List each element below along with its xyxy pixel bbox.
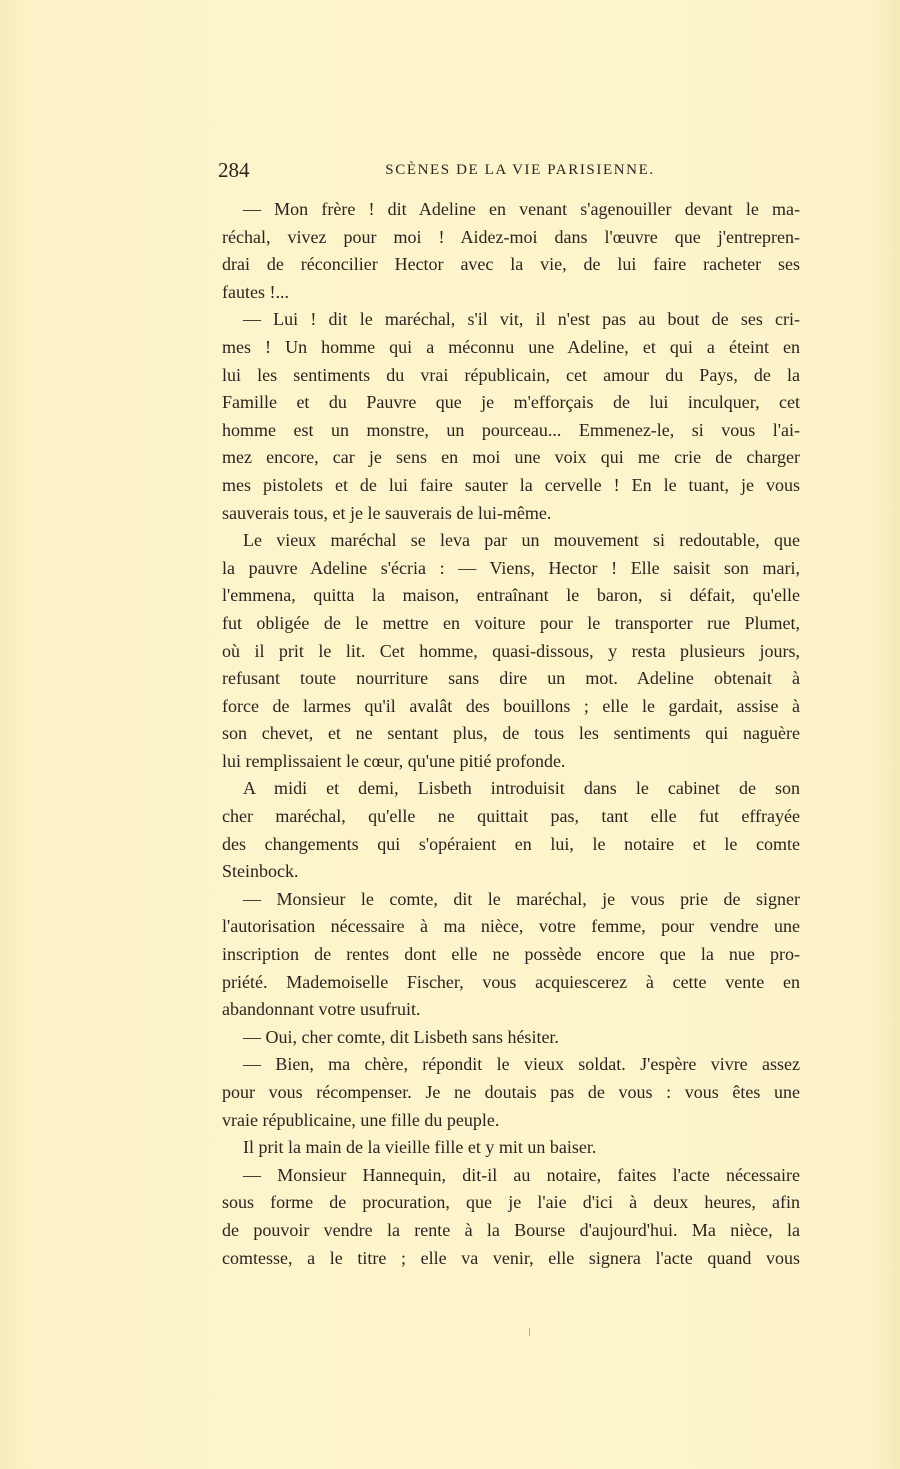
- paper-speck: [529, 1328, 530, 1336]
- text-line: Il prit la main de la vieille fille et y mit un baiser.: [243, 1137, 597, 1158]
- text-line: sauverais tous, et je le sauverais de lui-même.: [222, 502, 552, 523]
- text-line: comtesse, a le titre ; elle va venir, elle signera l'acte quand vous: [222, 1247, 800, 1268]
- text-line: — Bien, ma chère, répondit le vieux soldat. J'espère vivre assez: [243, 1054, 800, 1075]
- text-line: — Monsieur Hannequin, dit-il au notaire, faites l'acte nécessaire: [243, 1164, 800, 1185]
- text-line: force de larmes qu'il avalât des bouillons ; elle le gardait, assise à: [222, 695, 800, 716]
- text-line: pour vous récompenser. Je ne doutais pas de vous : vous êtes une: [222, 1082, 800, 1102]
- text-line: où il prit le lit. Cet homme, quasi-dissous, y resta plusieurs jours,: [222, 640, 800, 661]
- text-line: des changements qui s'opéraient en lui, le notaire et le comte: [222, 833, 800, 854]
- text-line: — Oui, cher comte, dit Lisbeth sans hésiter.: [243, 1026, 559, 1047]
- text-line: son chevet, et ne sentant plus, de tous les sentiments qui naguère: [222, 723, 800, 744]
- text-line: vraie républicaine, une fille du peuple.: [222, 1109, 500, 1130]
- text-line: réchal, vivez pour moi ! Aidez-moi dans l'œuvre que j'entrepren-: [222, 226, 800, 247]
- running-head: SCÈNES DE LA VIE PARISIENNE.: [385, 162, 655, 178]
- text-line: la pauvre Adeline s'écria : — Viens, Hector ! Elle saisit son mari,: [222, 557, 800, 578]
- text-line: l'emmena, quitta la maison, entraînant le baron, si défait, qu'elle: [222, 585, 800, 606]
- text-line: mes ! Un homme qui a méconnu une Adeline, et qui a éteint en: [222, 336, 800, 357]
- text-line: — Monsieur le comte, dit le maréchal, je vous prie de signer: [243, 888, 800, 909]
- text-line: inscription de rentes dont elle ne possède encore que la nue pro-: [222, 944, 800, 965]
- text-line: fautes !...: [222, 281, 289, 302]
- text-line: — Lui ! dit le maréchal, s'il vit, il n'est pas au bout de ses cri-: [243, 309, 800, 330]
- text-line: A midi et demi, Lisbeth introduisit dans le cabinet de son: [243, 778, 800, 799]
- text-line: lui remplissaient le cœur, qu'une pitié profonde.: [222, 750, 566, 771]
- text-line: mez encore, car je sens en moi une voix qui me crie de charger: [222, 447, 800, 468]
- text-line: Steinbock.: [222, 861, 299, 882]
- text-line: priété. Mademoiselle Fischer, vous acquiescerez à cette vente en: [222, 971, 800, 992]
- text-line: abandonnant votre usufruit.: [222, 999, 421, 1020]
- text-line: lui les sentiments du vrai républicain, cet amour du Pays, de la: [222, 364, 800, 385]
- text-line: refusant toute nourriture sans dire un mot. Adeline obtenait à: [222, 668, 800, 689]
- text-line: homme est un monstre, un pourceau... Emmenez-le, si vous l'ai-: [222, 419, 800, 440]
- text-line: mes pistolets et de lui faire sauter la cervelle ! En le tuant, je vous: [222, 474, 800, 495]
- text-line: drai de réconcilier Hector avec la vie, de lui faire racheter ses: [222, 254, 800, 275]
- text-line: sous forme de procuration, que je l'aie d'ici à deux heures, afin: [222, 1192, 800, 1213]
- text-line: Famille et du Pauvre que je m'efforçais de lui inculquer, cet: [222, 392, 800, 413]
- body-text: [222, 196, 800, 1272]
- text-line: Le vieux maréchal se leva par un mouvement si redoutable, que: [243, 530, 800, 551]
- text-line: l'autorisation nécessaire à ma nièce, votre femme, pour vendre une: [222, 916, 800, 937]
- page-number: 284: [218, 158, 250, 182]
- text-line: cher maréchal, qu'elle ne quittait pas, tant elle fut effrayée: [222, 806, 800, 827]
- text-line: de pouvoir vendre la rente à la Bourse d'aujourd'hui. Ma nièce, la: [222, 1219, 800, 1240]
- text-line: — Mon frère ! dit Adeline en venant s'agenouiller devant le ma-: [243, 199, 800, 219]
- page-header: [218, 158, 802, 186]
- text-line: fut obligée de le mettre en voiture pour le transporter rue Plumet,: [222, 612, 800, 633]
